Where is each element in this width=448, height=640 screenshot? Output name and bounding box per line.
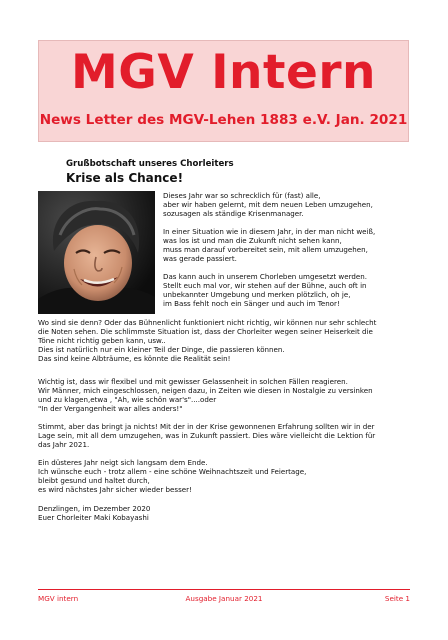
article-paragraph: In einer Situation wie in diesem Jahr, in der man nicht weiß, was los ist und man die Zukunft nicht sehen kann, muss man darauf vorbereitet sein, mit allem umzugehen, was gerade passiert.	[163, 227, 376, 264]
article-paragraph: Wo sind sie denn? Oder das Bühnenlicht funktioniert nicht richtig, wir können nur sehr schlecht die Noten sehen. Die schlimmste Situation ist, dass der Chorleiter wegen seiner Heiserkeit die Töne nicht richtig geben kann, usw.. Dies ist natürlich nur ein kleiner Teil der Dinge, die passieren können. Das sind keine Albträume, es könnte die Realität sein!	[38, 318, 377, 364]
masthead	[38, 40, 409, 142]
article-continued-paragraph	[38, 318, 416, 363]
article-paragraph: Wichtig ist, dass wir flexibel und mit gewisser Gelassenheit in solchen Fällen reagieren. Wir Männer, mich eingeschlossen, neigen dazu, in Zeiten wie diesen in Nostalgie zu versinken und zu klagen,etwa , "Ah, wie schön war's"....oder "In der Vergangenheit war alles anders!"	[38, 377, 373, 414]
article-paragraph: Das kann auch in unserem Chorleben umgesetzt werden. Stellt euch mal vor, wir stehen auf der Bühne, auch oft in unbekannter Umgebung und merken plötzlich, oh je, im Bass fehlt noch ein Sänger und auch im Tenor!	[163, 272, 368, 309]
newsletter-subtitle: News Letter des MGV-Lehen 1883 e.V. Jan. 2021	[39, 112, 408, 128]
footer-issue: Ausgabe Januar 2021	[185, 594, 263, 603]
article-signature: Denzlingen, im Dezember 2020 Euer Chorleiter Maki Kobayashi	[38, 503, 151, 522]
article-paragraph: Stimmt, aber das bringt ja nichts! Mit der in der Krise gewonnenen Erfahrung sollten wir in der Lage sein, mit all dem umzugehen, was in Zukunft passiert. Dies wäre vielleicht die Lektion für das Jahr 2021.	[38, 422, 376, 450]
article-kicker: Grußbotschaft unseres Chorleiters	[66, 159, 234, 169]
footer-publication: MGV intern	[38, 594, 79, 603]
conductor-portrait-photo	[38, 191, 155, 314]
article-intro-column	[163, 191, 423, 309]
article-body	[38, 377, 416, 522]
newsletter-title: MGV Intern	[70, 45, 376, 100]
footer-page-number: Seite 1	[384, 594, 410, 603]
article-paragraph: Ein düsteres Jahr neigt sich langsam dem Ende. Ich wünsche euch - trotz allem - eine schöne Weihnachtszeit und Feiertage, bleibt gesund und haltet durch, es wird nächstes Jahr sicher wieder besser!	[38, 458, 307, 495]
article-headline: Krise als Chance!	[66, 171, 184, 185]
article-paragraph: Dieses Jahr war so schrecklich für (fast) alle, aber wir haben gelernt, mit dem neuen Leben umzugehen, sozusagen als ständige Krisenmanager.	[163, 191, 373, 219]
page-footer	[38, 589, 410, 606]
